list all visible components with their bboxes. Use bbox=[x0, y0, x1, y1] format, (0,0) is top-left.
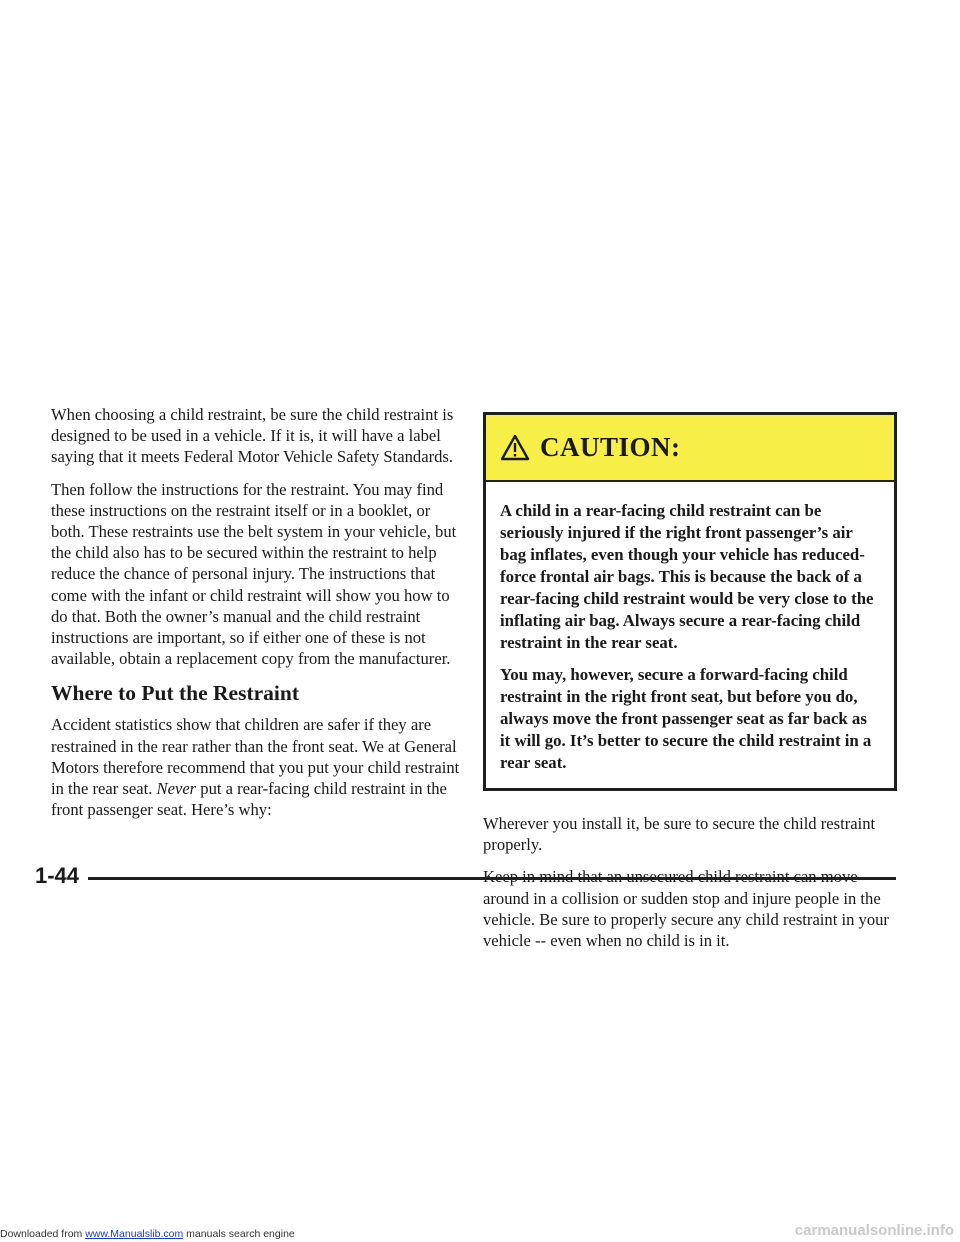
caution-box bbox=[483, 412, 897, 791]
caution-paragraph-2: You may, however, secure a forward-facing child restraint in the right front seat, but before you do, always move the front passenger seat as far back as it will go. It’s better to secure the child restraint in a rear seat. bbox=[500, 665, 872, 772]
page-number: 1-44 bbox=[35, 863, 80, 888]
caution-header bbox=[486, 415, 894, 482]
statistics-text-italic: Never bbox=[156, 779, 197, 799]
caution-title: CAUTION: bbox=[540, 432, 681, 462]
unsecured-paragraph: around in a collision or sudden stop and injure people in the vehicle. Be sure to properly secure any child restraint in your vehicle -- even when no child is in it. bbox=[483, 888, 889, 951]
footer-rule bbox=[88, 877, 896, 880]
section-heading: Where to Put the Restraint bbox=[51, 681, 299, 706]
install-paragraph: Wherever you install it, be sure to secure the child restraint properly. bbox=[483, 814, 876, 855]
caution-paragraph-1: A child in a rear-facing child restraint can be seriously injured if the right front passenger’s air bag inflates, even though your vehicle has reduced-force frontal air bags. This is because the back of a rear-facing child restraint would be very close to the inflating air bag. Always secure a rear-facing child restraint in the rear seat. bbox=[500, 501, 874, 652]
left-column bbox=[51, 404, 461, 831]
intro-paragraph: When choosing a child restraint, be sure the child restraint is designed to be used in a vehicle. If it is, it will have a label saying that it meets Federal Motor Vehicle Safety Standards. bbox=[51, 405, 454, 467]
statistics-paragraph bbox=[51, 714, 461, 820]
caution-body bbox=[486, 482, 894, 788]
download-banner bbox=[0, 1228, 295, 1240]
warning-triangle-icon bbox=[500, 434, 530, 461]
banner-prefix: Downloaded from bbox=[0, 1228, 86, 1240]
watermark: carmanualsonline.info bbox=[794, 1222, 954, 1239]
statistics-text-start: Accident statistics show that children are safer if they are restrained in the rear rather than the front seat. We at General Motors therefore recommend that you put your child restraint in the rear seat. bbox=[51, 715, 460, 799]
statistics-text-end: put a rear-facing child restraint in the front passenger seat. Here’s why: bbox=[51, 779, 447, 820]
manualslib-link[interactable]: www.Manualslib.com bbox=[85, 1228, 184, 1240]
banner-suffix: manuals search engine bbox=[183, 1228, 295, 1240]
instructions-paragraph: Then follow the instructions for the restraint. You may find these instructions on the restraint itself or in a booklet, or both. These restraints use the belt system in your vehicle, but the child also has to be secured within the restraint to help reduce the chance of personal injury. The instructions that come with the infant or child restraint will show you how to do that. Both the owner’s manual and the child restraint instructions are important, so if either one of these is not available, obtain a replacement copy from the manufacturer. bbox=[51, 479, 457, 669]
right-text bbox=[483, 813, 903, 951]
